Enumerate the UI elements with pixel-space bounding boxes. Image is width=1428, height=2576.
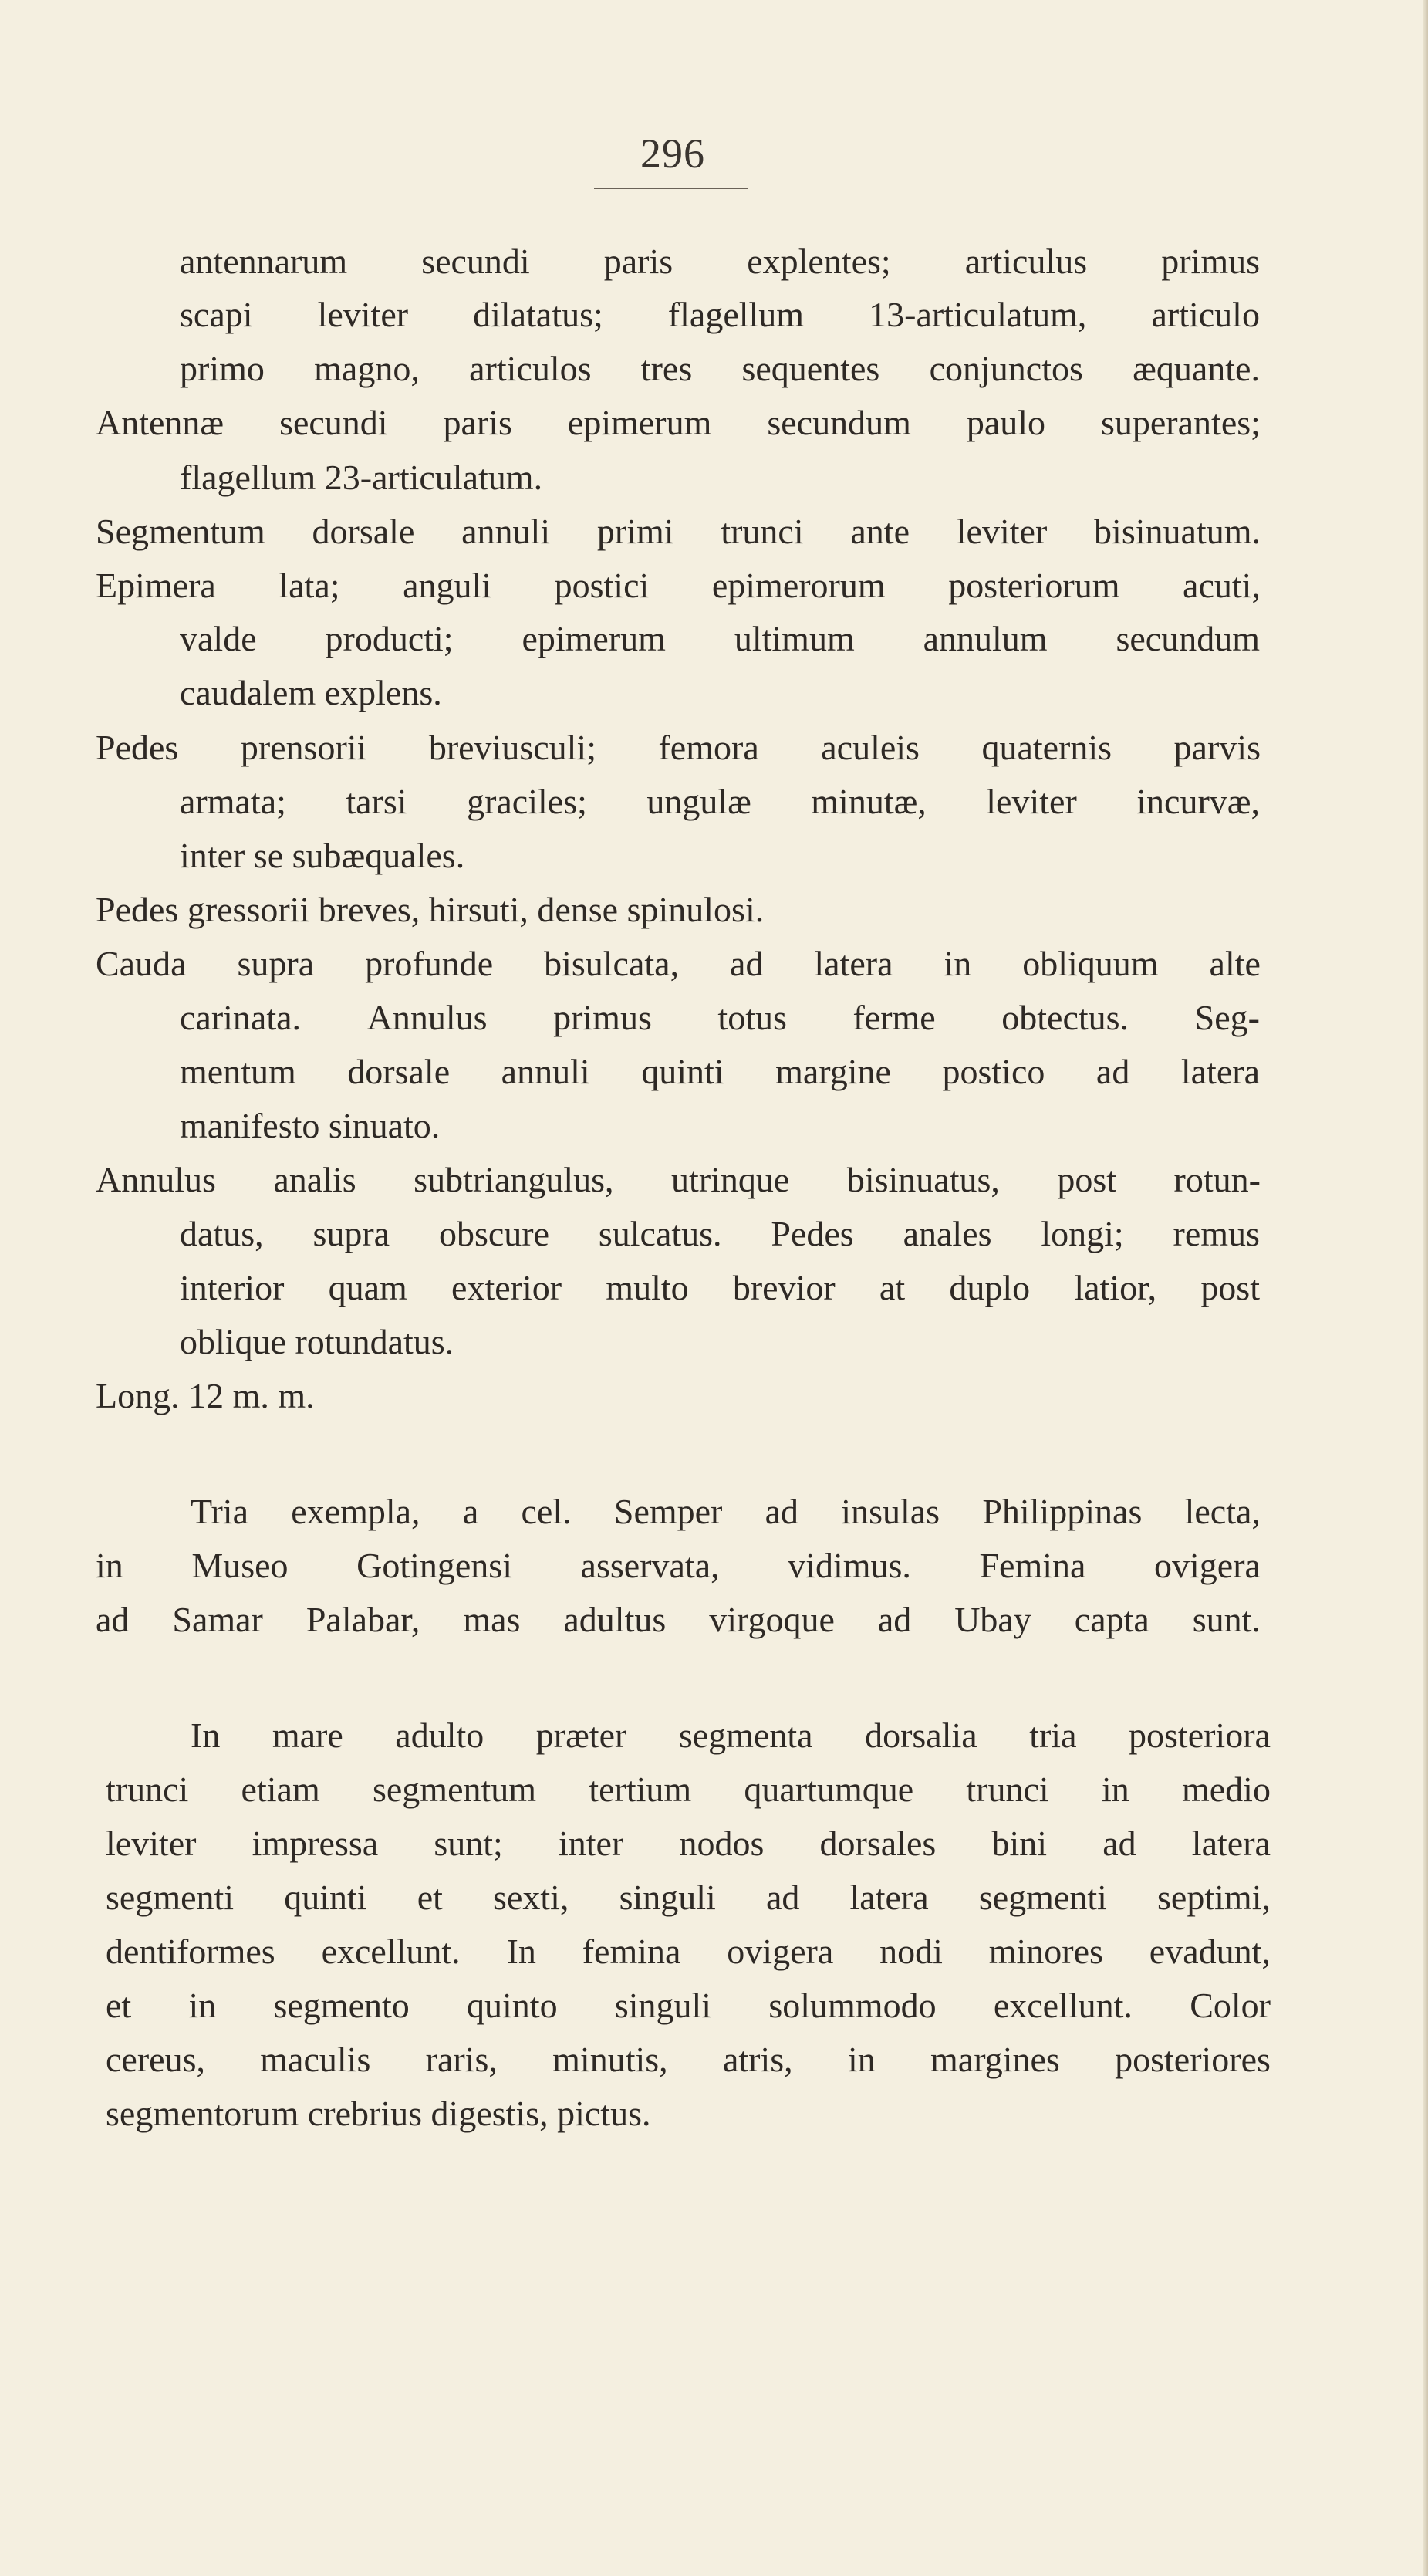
- word: inter: [559, 1824, 624, 1863]
- word: sulcatus.: [598, 1214, 722, 1253]
- word: femina: [582, 1932, 681, 1971]
- text-line: inter se subæquales.: [180, 836, 465, 875]
- word: secundi: [279, 403, 388, 442]
- word: virgoque: [709, 1600, 835, 1639]
- word: sunt;: [434, 1824, 503, 1863]
- word: paris: [603, 242, 673, 281]
- word: longi;: [1041, 1214, 1124, 1253]
- word: posteriorum: [948, 566, 1120, 605]
- word: leviter: [986, 782, 1077, 821]
- text-line: [180, 351, 1260, 387]
- word: valde: [180, 619, 257, 658]
- word: ad: [730, 944, 764, 983]
- word: tarsi: [346, 782, 407, 821]
- text-line: [180, 1270, 1260, 1306]
- word: singuli: [619, 1878, 716, 1917]
- word: medio: [1181, 1770, 1271, 1809]
- word: et: [417, 1878, 443, 1917]
- word: evadunt,: [1149, 1932, 1271, 1971]
- word: post: [1057, 1160, 1117, 1199]
- word: a: [462, 1492, 479, 1531]
- word: obtectus.: [1001, 998, 1129, 1037]
- word: epimerum: [567, 403, 712, 442]
- word: adultus: [563, 1600, 667, 1639]
- word: primo: [180, 349, 265, 388]
- text-line: flagellum 23-articulatum.: [180, 458, 543, 497]
- word: minutis,: [552, 2040, 668, 2079]
- word: producti;: [325, 619, 454, 658]
- word: dorsale: [347, 1052, 451, 1091]
- word: bisulcata,: [544, 944, 680, 983]
- word: cereus,: [106, 2040, 205, 2079]
- text-line: [106, 2042, 1271, 2077]
- word: trunci: [721, 512, 804, 551]
- word: segmenti: [106, 1878, 235, 1917]
- word: articulo: [1151, 295, 1260, 334]
- word: annulum: [923, 619, 1048, 658]
- word: singuli: [614, 1986, 712, 2025]
- word: primi: [596, 512, 674, 551]
- word: superantes;: [1100, 403, 1261, 442]
- word: subtriangulus,: [414, 1160, 614, 1199]
- word: at: [879, 1268, 906, 1307]
- word: posteriora: [1129, 1716, 1271, 1755]
- page-number: 296: [640, 130, 705, 177]
- word: profunde: [365, 944, 494, 983]
- word: 13-articulatum,: [869, 295, 1087, 334]
- word: impressa: [252, 1824, 379, 1863]
- word: armata;: [180, 782, 286, 821]
- word: paris: [443, 403, 512, 442]
- word: Color: [1190, 1986, 1271, 2025]
- word: mare: [272, 1716, 343, 1755]
- text-line: [180, 244, 1260, 279]
- word: articulus: [964, 242, 1088, 281]
- word: magno,: [314, 349, 420, 388]
- word: æquante.: [1133, 349, 1260, 388]
- word: ad: [96, 1600, 130, 1639]
- word: primus: [553, 998, 652, 1037]
- word: parvis: [1173, 728, 1261, 767]
- word: ovigera: [727, 1932, 834, 1971]
- word: primus: [1161, 242, 1260, 281]
- word: datus,: [180, 1214, 264, 1253]
- text-line: caudalem explens.: [180, 673, 442, 712]
- word: segmenta: [678, 1716, 813, 1755]
- word: ad: [877, 1600, 912, 1639]
- word: femora: [658, 728, 759, 767]
- text-line: [96, 730, 1261, 766]
- word: ultimum: [734, 619, 855, 658]
- word: Segmentum: [96, 512, 265, 551]
- word: mas: [463, 1600, 521, 1639]
- word: insulas: [841, 1492, 940, 1531]
- word: quartumque: [744, 1770, 914, 1809]
- word: postico: [942, 1052, 1045, 1091]
- word: vidimus.: [788, 1546, 911, 1585]
- word: ferme: [852, 998, 936, 1037]
- word: minores: [988, 1932, 1103, 1971]
- word: latera: [849, 1878, 929, 1917]
- word: raris,: [425, 2040, 498, 2079]
- word: et: [106, 1986, 132, 2025]
- word: ovigera: [1154, 1546, 1261, 1585]
- word: carinata.: [180, 998, 302, 1037]
- word: annuli: [501, 1052, 590, 1091]
- word: in: [1101, 1770, 1129, 1809]
- word: margines: [930, 2040, 1060, 2079]
- word: anales: [903, 1214, 992, 1253]
- word: epimerum: [522, 619, 666, 658]
- word: prensorii: [240, 728, 367, 767]
- text-line: [106, 1934, 1271, 1969]
- word: tria: [1029, 1716, 1077, 1755]
- word: leviter: [106, 1824, 197, 1863]
- word: in: [96, 1546, 123, 1585]
- word: Pedes: [771, 1214, 854, 1253]
- word: Epimera: [96, 566, 216, 605]
- text-line: [191, 1718, 1271, 1753]
- word: in: [847, 2040, 876, 2079]
- word: excellunt.: [321, 1932, 461, 1971]
- word: cel.: [521, 1492, 572, 1531]
- word: Ubay: [954, 1600, 1031, 1639]
- word: leviter: [956, 512, 1048, 551]
- text-line: [106, 1772, 1271, 1807]
- word: leviter: [317, 295, 409, 334]
- word: postici: [554, 566, 650, 605]
- word: secundi: [421, 242, 530, 281]
- word: solummodo: [768, 1986, 937, 2025]
- word: dentiformes: [106, 1932, 275, 1971]
- word: antennarum: [180, 242, 348, 281]
- word: mentum: [180, 1052, 296, 1091]
- word: Antennæ: [96, 403, 224, 442]
- word: sunt.: [1192, 1600, 1261, 1639]
- word: incurvæ,: [1136, 782, 1260, 821]
- word: capta: [1074, 1600, 1149, 1639]
- text-line: segmentorum crebrius digestis, pictus.: [106, 2094, 651, 2133]
- word: Pedes: [96, 728, 179, 767]
- word: ad: [1095, 1052, 1130, 1091]
- word: Philippinas: [982, 1492, 1143, 1531]
- word: ad: [765, 1878, 800, 1917]
- word: explentes;: [747, 242, 891, 281]
- page-number-rule: [594, 188, 748, 189]
- word: lata;: [279, 566, 340, 605]
- word: minutæ,: [811, 782, 927, 821]
- word: ad: [1102, 1824, 1136, 1863]
- text-line: [106, 1988, 1271, 2023]
- word: excellunt.: [993, 1986, 1133, 2025]
- word: post: [1200, 1268, 1260, 1307]
- word: rotun-: [1173, 1160, 1261, 1199]
- word: Seg-: [1194, 998, 1260, 1037]
- word: latior,: [1074, 1268, 1157, 1307]
- text-line: [180, 1216, 1260, 1252]
- word: paulo: [966, 403, 1046, 442]
- word: articulos: [469, 349, 592, 388]
- text-line: [180, 1000, 1260, 1036]
- word: latera: [814, 944, 893, 983]
- word: nodos: [679, 1824, 765, 1863]
- word: bini: [991, 1824, 1048, 1863]
- text-line: manifesto sinuato.: [180, 1106, 441, 1145]
- text-line: Long. 12 m. m.: [96, 1376, 315, 1415]
- text-line: oblique rotundatus.: [180, 1322, 454, 1361]
- word: obscure: [438, 1214, 549, 1253]
- text-line: [96, 1602, 1261, 1638]
- page-edge: [1423, 0, 1428, 2576]
- word: ungulæ: [646, 782, 751, 821]
- word: præter: [535, 1716, 627, 1755]
- word: dorsale: [312, 512, 415, 551]
- word: bisinuatus,: [846, 1160, 1000, 1199]
- word: breviusculi;: [428, 728, 596, 767]
- word: quinti: [284, 1878, 367, 1917]
- word: sequentes: [741, 349, 880, 388]
- word: margine: [775, 1052, 891, 1091]
- word: atris,: [722, 2040, 793, 2079]
- word: Gotingensi: [356, 1546, 512, 1585]
- word: obliquum: [1022, 944, 1159, 983]
- word: aculeis: [821, 728, 920, 767]
- word: trunci: [966, 1770, 1049, 1809]
- word: annuli: [461, 512, 551, 551]
- word: multo: [606, 1268, 689, 1307]
- word: septimi,: [1157, 1878, 1271, 1917]
- word: totus: [717, 998, 787, 1037]
- word: alte: [1209, 944, 1261, 983]
- word: Annulus: [96, 1160, 216, 1199]
- word: sexti,: [493, 1878, 569, 1917]
- word: etiam: [241, 1770, 320, 1809]
- word: interior: [180, 1268, 285, 1307]
- text-line: [180, 297, 1260, 333]
- word: Annulus: [366, 998, 488, 1037]
- text-line: [96, 1548, 1261, 1584]
- word: asservata,: [580, 1546, 720, 1585]
- word: Samar: [172, 1600, 263, 1639]
- text-line: [106, 1880, 1271, 1915]
- text-line: [96, 568, 1261, 603]
- word: latera: [1180, 1052, 1260, 1091]
- word: posteriores: [1115, 2040, 1271, 2079]
- word: dorsalia: [865, 1716, 977, 1755]
- text-line: [191, 1494, 1261, 1530]
- word: conjunctos: [929, 349, 1083, 388]
- word: dorsales: [819, 1824, 937, 1863]
- word: trunci: [106, 1770, 189, 1809]
- word: quaternis: [981, 728, 1112, 767]
- word: Museo: [191, 1546, 289, 1585]
- word: tertium: [589, 1770, 692, 1809]
- word: ad: [765, 1492, 799, 1531]
- word: Semper: [613, 1492, 723, 1531]
- word: Tria: [191, 1492, 248, 1531]
- word: duplo: [949, 1268, 1031, 1307]
- word: ante: [850, 512, 910, 551]
- word: nodi: [879, 1932, 943, 1971]
- word: scapi: [180, 295, 253, 334]
- word: In: [191, 1716, 221, 1755]
- word: supra: [237, 944, 315, 983]
- text-line: [180, 1054, 1260, 1090]
- word: adulto: [395, 1716, 484, 1755]
- word: lecta,: [1184, 1492, 1261, 1531]
- word: quinto: [467, 1986, 558, 2025]
- word: utrinque: [671, 1160, 790, 1199]
- text-line: [180, 784, 1260, 820]
- word: remus: [1173, 1214, 1260, 1253]
- word: exempla,: [291, 1492, 420, 1531]
- word: Palabar,: [306, 1600, 420, 1639]
- word: in: [188, 1986, 217, 2025]
- word: epimerorum: [711, 566, 886, 605]
- word: secundum: [767, 403, 911, 442]
- word: segmento: [273, 1986, 410, 2025]
- text-line: [96, 946, 1261, 982]
- word: brevior: [732, 1268, 836, 1307]
- word: bisinuatum.: [1094, 512, 1261, 551]
- word: dilatatus;: [473, 295, 603, 334]
- text-line: Pedes gressorii breves, hirsuti, dense spinulosi.: [96, 890, 765, 929]
- word: segmenti: [978, 1878, 1107, 1917]
- word: supra: [312, 1214, 390, 1253]
- word: anguli: [403, 566, 492, 605]
- word: In: [506, 1932, 536, 1971]
- word: latera: [1191, 1824, 1271, 1863]
- word: quinti: [641, 1052, 724, 1091]
- word: flagellum: [667, 295, 805, 334]
- text-line: [180, 621, 1260, 657]
- text-line: [96, 514, 1261, 549]
- word: Cauda: [96, 944, 187, 983]
- word: secundum: [1116, 619, 1260, 658]
- word: quam: [328, 1268, 407, 1307]
- word: analis: [273, 1160, 356, 1199]
- word: in: [944, 944, 972, 983]
- word: acuti,: [1183, 566, 1261, 605]
- text-line: [96, 405, 1261, 441]
- word: Femina: [979, 1546, 1086, 1585]
- word: tres: [640, 349, 693, 388]
- text-line: [96, 1162, 1261, 1198]
- text-line: [106, 1826, 1271, 1861]
- word: graciles;: [467, 782, 587, 821]
- word: maculis: [260, 2040, 371, 2079]
- word: segmentum: [372, 1770, 537, 1809]
- word: exterior: [451, 1268, 562, 1307]
